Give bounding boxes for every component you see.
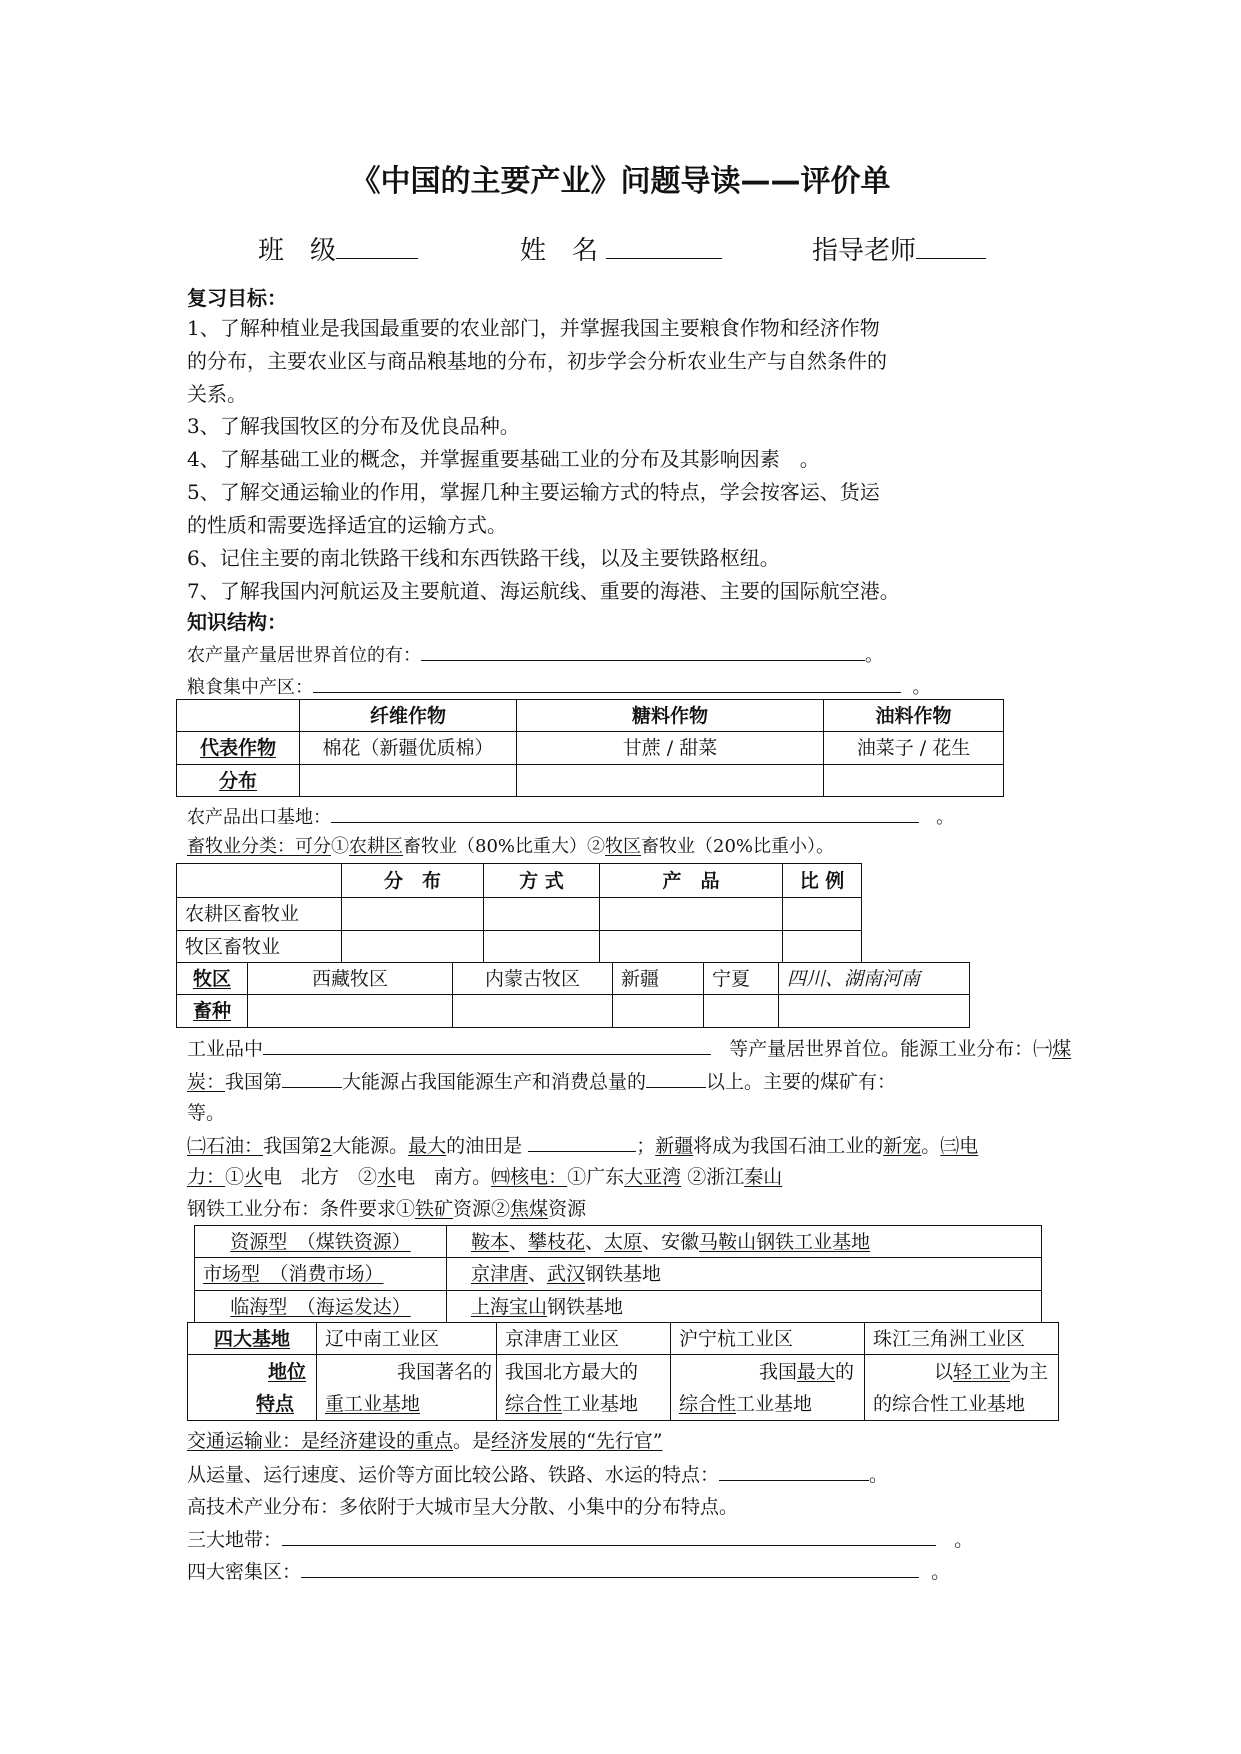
text: 。是 <box>453 1430 492 1452</box>
table-cell: 京津唐工业区 <box>497 1323 671 1355</box>
table-cell[interactable] <box>517 765 824 797</box>
teacher-blank[interactable] <box>916 232 986 259</box>
table-cell[interactable] <box>613 995 704 1028</box>
table-cell: 沪宁杭工业区 <box>671 1323 865 1355</box>
table-cell[interactable] <box>342 898 484 931</box>
industry-line-3: 等。 <box>187 1102 226 1124</box>
class-field <box>258 232 418 267</box>
text: 资源 <box>548 1198 587 1220</box>
industry-line-4 <box>187 1133 978 1158</box>
table-header: 产 品 <box>600 864 783 898</box>
row-label: 牧区畜牧业 <box>177 931 342 963</box>
text: 交通运输业： <box>187 1430 302 1452</box>
table-cell: 内蒙古牧区 <box>453 963 613 995</box>
top-products-blank[interactable] <box>421 642 865 661</box>
text: 将成为我国石油工业的 <box>693 1135 884 1157</box>
name-field <box>520 232 722 267</box>
text: 地位 <box>267 1360 306 1383</box>
table-header: 比 例 <box>783 864 862 898</box>
text: 火 <box>244 1166 264 1188</box>
text: 大能源占我国能源生产和消费总量的 <box>342 1071 647 1093</box>
text: 农耕区 <box>349 836 403 857</box>
table-cell: 鞍本、攀枝花、太原、安徽马鞍山钢铁工业基地 <box>447 1226 1042 1258</box>
text: 力： <box>187 1166 226 1188</box>
row-label <box>188 1355 317 1421</box>
table-cell[interactable] <box>342 931 484 963</box>
pasture-table <box>176 962 970 1028</box>
text: 的油田是 <box>446 1135 523 1157</box>
table-cell: 甘蔗 / 甜菜 <box>517 732 824 765</box>
table-cell[interactable] <box>484 898 600 931</box>
text: ㈣核电： <box>491 1166 568 1188</box>
period: 。 <box>954 1529 974 1551</box>
transport-compare-line <box>187 1462 888 1487</box>
period: 。 <box>931 1561 951 1583</box>
table-cell: 西藏牧区 <box>248 963 453 995</box>
table-cell: 油菜子 / 花生 <box>824 732 1004 765</box>
row-label: 四大基地 <box>188 1323 317 1355</box>
table-cell: 宁夏 <box>704 963 779 995</box>
text: 四大密集区： <box>187 1561 302 1583</box>
text: 最大 <box>408 1135 447 1157</box>
review-line: 的性质和需要选择适宜的运输方式。 <box>187 513 507 537</box>
review-line: 7、了解我国内河航运及主要航道、海运航线、重要的海港、主要的国际航空港。 <box>187 579 900 603</box>
table-cell[interactable] <box>824 765 1004 797</box>
text: 。 <box>921 1135 941 1157</box>
text: 经济发展 <box>491 1430 568 1452</box>
livestock-table <box>176 863 862 963</box>
table-cell: 四川、湖南河南 <box>779 963 970 995</box>
steel-table <box>194 1225 1042 1323</box>
row-label: 分布 <box>177 765 300 797</box>
industry-line-5 <box>187 1165 782 1189</box>
text: 是经济建设的 <box>301 1430 416 1452</box>
livestock-line <box>187 836 834 858</box>
table-cell[interactable] <box>779 995 970 1028</box>
export-base-label: 农产品出口基地： <box>187 807 331 828</box>
text: 新宠 <box>883 1135 922 1157</box>
four-bases-table <box>187 1322 1059 1421</box>
period: 。 <box>865 645 883 666</box>
teacher-field <box>812 232 986 267</box>
table-cell: 辽中南工业区 <box>317 1323 497 1355</box>
page-title: 《中国的主要产业》问题导读——评价单 <box>350 164 891 199</box>
class-label: 班 级 <box>258 236 337 266</box>
text: 焦煤 <box>510 1198 549 1220</box>
text: 牧区 <box>605 836 642 857</box>
row-label: 代表作物 <box>177 732 300 765</box>
transport-compare-blank[interactable] <box>719 1462 869 1481</box>
text: ②浙江 <box>687 1166 745 1188</box>
row-label: 牧区 <box>177 963 248 995</box>
text: 大亚湾 <box>624 1166 682 1188</box>
text: 炭： <box>187 1071 226 1093</box>
coal-rank-blank[interactable] <box>282 1069 342 1088</box>
text: 重工业基地 <box>325 1392 421 1415</box>
table-cell[interactable] <box>704 995 779 1028</box>
table-cell[interactable] <box>300 765 517 797</box>
review-line: 关系。 <box>187 382 247 406</box>
text: 水 <box>377 1166 397 1188</box>
table-cell[interactable] <box>783 898 862 931</box>
livestock-label: 畜牧业分类： <box>187 836 295 857</box>
text: ； <box>636 1135 656 1157</box>
table-cell: 棉花（新疆优质棉） <box>300 732 517 765</box>
three-belts-line <box>187 1527 973 1552</box>
table-header: 糖料作物 <box>517 700 824 732</box>
text: ① <box>225 1166 245 1188</box>
table-header: 方 式 <box>484 864 600 898</box>
teacher-label: 指导老师 <box>812 236 917 266</box>
text: 畜牧业（20%比重小）。 <box>641 836 835 857</box>
review-heading: 复习目标： <box>187 286 287 310</box>
text: 我国北方最大的 <box>505 1360 639 1383</box>
text: 工业品中 <box>187 1038 264 1060</box>
four-dense-areas-line <box>187 1559 950 1584</box>
text: 2 <box>320 1135 333 1157</box>
table-cell[interactable] <box>484 931 600 963</box>
period: 。 <box>936 807 955 828</box>
text: “先行官” <box>586 1430 663 1452</box>
review-line: 的分布，主要农业区与商品粮基地的分布，初步学会分析农业生产与自然条件的 <box>187 349 887 373</box>
text: 从运量、运行速度、运价等方面比较公路、铁路、水运的特点： <box>187 1464 720 1486</box>
review-line: 1、了解种植业是我国最重要的农业部门，并掌握我国主要粮食作物和经济作物 <box>187 316 880 340</box>
table-cell[interactable] <box>783 931 862 963</box>
text: ① <box>331 836 349 857</box>
review-line: 4、了解基础工业的概念，并掌握重要基础工业的分布及其影响因素 。 <box>187 447 820 471</box>
table-cell[interactable] <box>248 995 453 1028</box>
hitech-line: 高技术产业分布：多依附于大城市呈大分散、小集中的分布特点。 <box>187 1496 739 1518</box>
text: ㈡石油： <box>187 1135 264 1157</box>
review-line: 3、了解我国牧区的分布及优良品种。 <box>187 414 520 438</box>
table-corner <box>177 700 300 732</box>
text: 的 <box>567 1430 587 1452</box>
table-cell: 临海型 （海运发达） <box>195 1291 447 1323</box>
text: 三大地带： <box>187 1529 283 1551</box>
top-products-label: 农产量产量居世界首位的有： <box>187 645 421 666</box>
grain-areas-label: 粮食集中产区： <box>187 677 313 698</box>
text: 资源② <box>453 1198 511 1220</box>
text: 畜牧业（80%比重大）② <box>403 836 606 857</box>
text: 我国第 <box>225 1071 283 1093</box>
text: 我国第 <box>263 1135 321 1157</box>
text: ㈢电 <box>940 1135 979 1157</box>
table-cell <box>317 1355 497 1421</box>
steel-conditions-line <box>187 1197 586 1221</box>
text: 秦山 <box>744 1166 783 1188</box>
table-header: 纤维作物 <box>300 700 517 732</box>
table-cell: 我国最大的 综合性工业基地 <box>671 1355 865 1421</box>
table-cell: 市场型 （消费市场） <box>195 1258 447 1291</box>
text: 以上。主要的煤矿有： <box>706 1071 897 1093</box>
coal-share-blank[interactable] <box>646 1069 706 1088</box>
table-cell: 以轻工业为主 的综合性工业基地 <box>865 1355 1059 1421</box>
export-base-blank[interactable] <box>331 804 919 823</box>
table-corner <box>177 864 342 898</box>
text: 铁矿 <box>415 1198 454 1220</box>
table-cell: 资源型 （煤铁资源） <box>195 1226 447 1258</box>
text: 可分 <box>295 836 331 857</box>
transport-line <box>187 1429 663 1453</box>
table-header: 分 布 <box>342 864 484 898</box>
review-line: 5、了解交通运输业的作用，掌握几种主要运输方式的特点，学会按客运、货运 <box>187 480 880 504</box>
row-label: 农耕区畜牧业 <box>177 898 342 931</box>
row-label: 畜种 <box>177 995 248 1028</box>
text: 电 南方。 <box>396 1166 492 1188</box>
grain-areas-blank[interactable] <box>313 674 901 693</box>
name-label: 姓 名 <box>520 236 599 266</box>
oilfield-blank[interactable] <box>528 1133 636 1152</box>
knowledge-heading: 知识结构： <box>187 610 287 634</box>
three-belts-blank[interactable] <box>282 1527 936 1546</box>
class-blank[interactable] <box>336 232 418 259</box>
text: 我国著名的 <box>396 1360 492 1383</box>
text: ①广东 <box>567 1166 625 1188</box>
text: 特点 <box>255 1392 294 1415</box>
export-base-line <box>187 804 954 829</box>
top-products-line <box>187 642 883 667</box>
table-cell: 上海宝山钢铁基地 <box>447 1291 1042 1323</box>
table-cell[interactable] <box>600 898 783 931</box>
table-cell[interactable] <box>453 995 613 1028</box>
table-cell[interactable] <box>600 931 783 963</box>
industry-products-blank[interactable] <box>263 1036 711 1055</box>
text: 大能源。 <box>332 1135 409 1157</box>
industry-line-1 <box>187 1036 1071 1061</box>
name-blank[interactable] <box>606 232 722 259</box>
text: 等产量居世界首位。能源工业分布：㈠ <box>729 1038 1053 1060</box>
grain-areas-line <box>187 674 930 699</box>
period: 。 <box>912 677 931 698</box>
text: 电 北方 ② <box>263 1166 378 1188</box>
table-cell: 我国北方最大的 综合性工业基地 <box>497 1355 671 1421</box>
industry-line-2 <box>187 1069 896 1094</box>
crops-table <box>176 699 1004 797</box>
text: 重点 <box>415 1430 454 1452</box>
four-dense-areas-blank[interactable] <box>301 1559 919 1578</box>
text: 新疆 <box>655 1135 694 1157</box>
review-line: 6、记住主要的南北铁路干线和东西铁路干线，以及主要铁路枢纽。 <box>187 546 780 570</box>
period: 。 <box>869 1464 889 1486</box>
table-cell: 京津唐、武汉钢铁基地 <box>447 1258 1042 1291</box>
table-cell: 新疆 <box>613 963 704 995</box>
table-cell: 珠江三角洲工业区 <box>865 1323 1059 1355</box>
text: 煤 <box>1052 1038 1072 1060</box>
text: 钢铁工业分布：条件要求① <box>187 1198 416 1220</box>
table-header: 油料作物 <box>824 700 1004 732</box>
